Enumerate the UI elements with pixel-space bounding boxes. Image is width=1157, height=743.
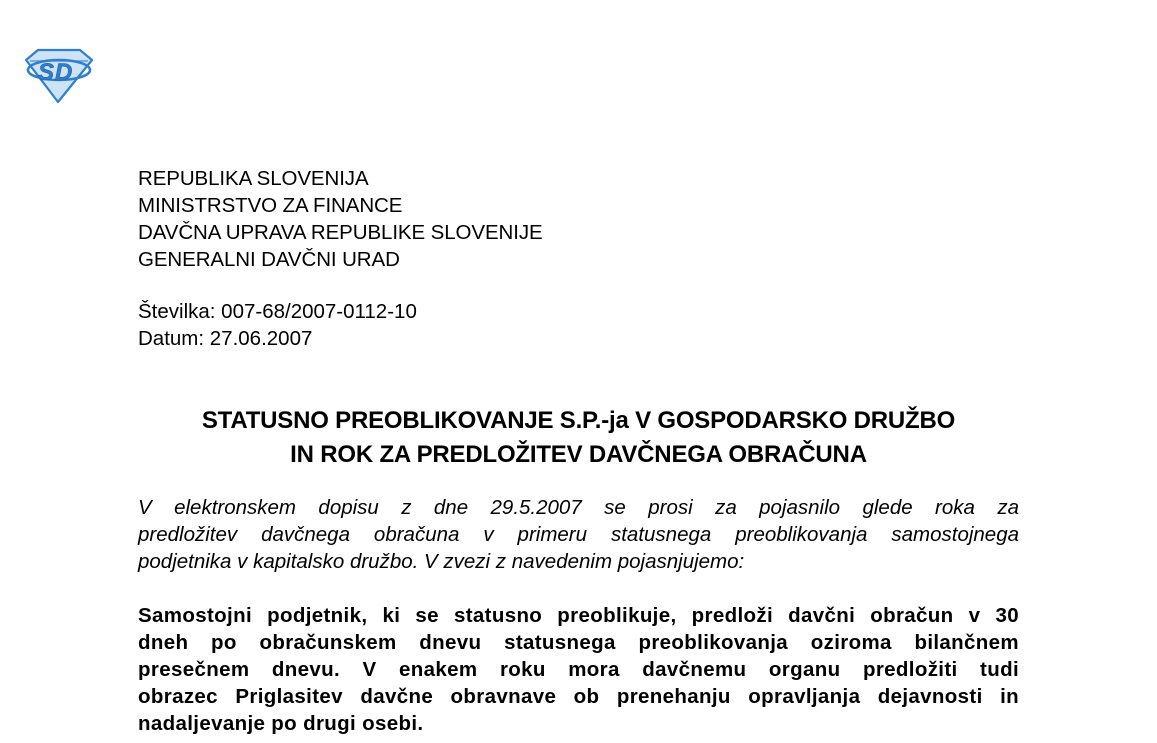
body-line: nadaljevanje po drugi osebi. [138, 712, 424, 735]
issuer-header [138, 165, 543, 273]
body-line: presečnem dnevu. V enakem roku mora davčnemu organu predložiti tudi [138, 658, 1019, 681]
reference-date: Datum: 27.06.2007 [138, 327, 313, 350]
svg-text:D: D [55, 59, 73, 86]
title-line-2: IN ROK ZA PREDLOŽITEV DAVČNEGA OBRAČUNA [290, 441, 867, 468]
body-paragraph [138, 602, 1019, 737]
body-line: obrazec Priglasitev davčne obravnave ob prenehanju opravljanja dejavnosti in [138, 685, 1019, 708]
header-line-general-office: GENERALNI DAVČNI URAD [138, 248, 400, 271]
intro-line: predložitev davčnega obračuna v primeru statusnega preoblikovanja samostojnega [138, 523, 1019, 546]
intro-line: V elektronskem dopisu z dne 29.5.2007 se prosi za pojasnilo glede roka za [138, 496, 1019, 519]
svg-text:S: S [38, 59, 55, 86]
document-title [138, 404, 1019, 472]
intro-line: podjetnika v kapitalsko družbo. V zvezi z navedenim pojasnjujemo: [138, 550, 745, 573]
intro-paragraph [138, 494, 1019, 575]
header-line-tax-administration: DAVČNA UPRAVA REPUBLIKE SLOVENIJE [138, 221, 543, 244]
body-line: dneh po obračunskem dnevu statusnega preoblikovanja oziroma bilančnem [138, 631, 1019, 654]
body-line: Samostojni podjetnik, ki se statusno preoblikuje, predloži davčni obračun v 30 [138, 604, 1019, 627]
document-reference [138, 298, 417, 352]
header-line-ministry: MINISTRSTVO ZA FINANCE [138, 194, 403, 217]
header-line-republic: REPUBLIKA SLOVENIJA [138, 167, 369, 190]
title-line-1: STATUSNO PREOBLIKOVANJE S.P.-ja V GOSPODARSKO DRUŽBO [201, 407, 956, 434]
sd-shield-logo-icon [22, 46, 96, 104]
reference-number: Številka: 007-68/2007-0112-10 [138, 300, 417, 323]
